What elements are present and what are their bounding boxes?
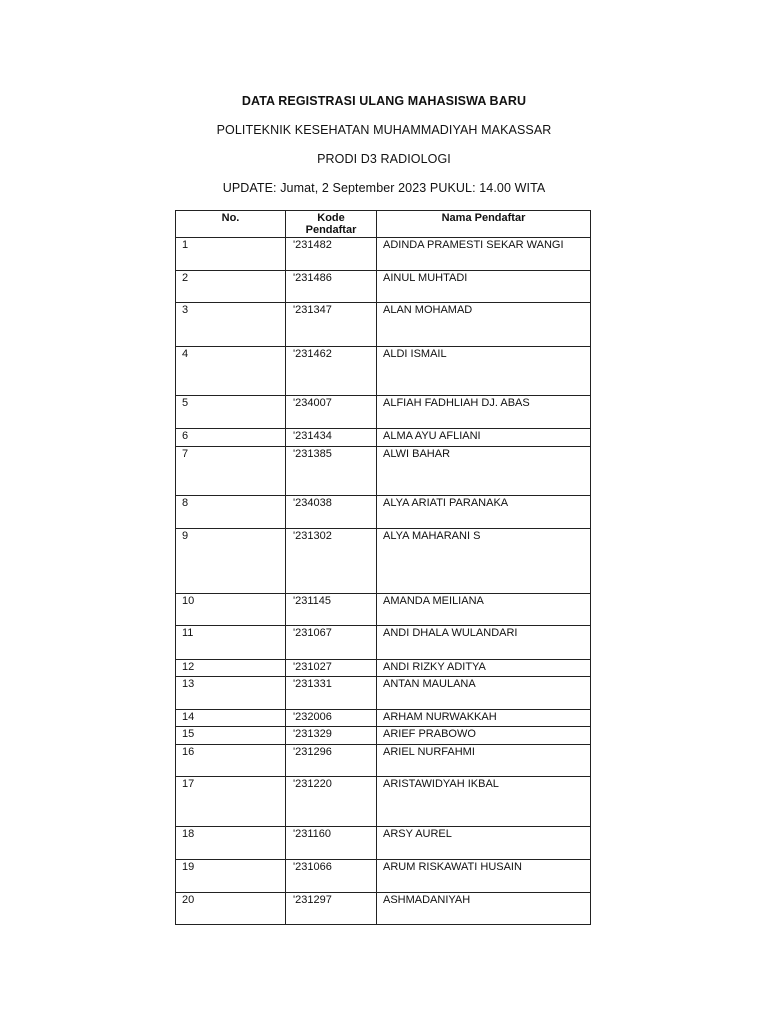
column-header-no: No. — [176, 211, 286, 238]
table-row — [176, 660, 591, 677]
row-number: 11 — [176, 626, 286, 660]
table-row — [176, 594, 591, 626]
registration-code: '231385 — [286, 447, 377, 496]
registrant-name: ASHMADANIYAH — [377, 893, 591, 925]
registration-table — [175, 210, 591, 925]
registration-code: '231027 — [286, 660, 377, 677]
registration-code: '231296 — [286, 745, 377, 777]
table-row — [176, 447, 591, 496]
table-row — [176, 710, 591, 727]
table-row — [176, 529, 591, 594]
registration-code: '231066 — [286, 860, 377, 893]
row-number: 18 — [176, 827, 286, 860]
table-row — [176, 677, 591, 710]
registration-code: '231462 — [286, 347, 377, 396]
registrant-name: ANDI RIZKY ADITYA — [377, 660, 591, 677]
registration-code: '231482 — [286, 238, 377, 271]
registration-code: '231302 — [286, 529, 377, 594]
registration-code: '231067 — [286, 626, 377, 660]
row-number: 14 — [176, 710, 286, 727]
registration-code: '231347 — [286, 303, 377, 347]
table-row — [176, 777, 591, 827]
row-number: 12 — [176, 660, 286, 677]
row-number: 9 — [176, 529, 286, 594]
registrant-name: ARUM RISKAWATI HUSAIN — [377, 860, 591, 893]
registrant-name: ARISTAWIDYAH IKBAL — [377, 777, 591, 827]
registration-code: '231220 — [286, 777, 377, 827]
table-row — [176, 626, 591, 660]
table-row — [176, 727, 591, 745]
registration-code: '231486 — [286, 271, 377, 303]
registrant-name: ADINDA PRAMESTI SEKAR WANGI — [377, 238, 591, 271]
table-row — [176, 860, 591, 893]
registrant-name: ARIEF PRABOWO — [377, 727, 591, 745]
row-number: 1 — [176, 238, 286, 271]
table-row — [176, 238, 591, 271]
table-header-row — [176, 211, 591, 238]
row-number: 20 — [176, 893, 286, 925]
column-header-nama: Nama Pendaftar — [377, 211, 591, 238]
row-number: 13 — [176, 677, 286, 710]
document-title: DATA REGISTRASI ULANG MAHASISWA BARU — [241, 94, 527, 108]
table-row — [176, 303, 591, 347]
row-number: 10 — [176, 594, 286, 626]
table-row — [176, 429, 591, 447]
row-number: 3 — [176, 303, 286, 347]
institution-name: POLITEKNIK KESEHATAN MUHAMMADIYAH MAKASSAR — [216, 123, 552, 137]
registrant-name: ARHAM NURWAKKAH — [377, 710, 591, 727]
registration-code: '231331 — [286, 677, 377, 710]
registration-code: '232006 — [286, 710, 377, 727]
registrant-name: ALWI BAHAR — [377, 447, 591, 496]
registrant-name: ALAN MOHAMAD — [377, 303, 591, 347]
registrant-name: ARIEL NURFAHMI — [377, 745, 591, 777]
table-row — [176, 745, 591, 777]
registration-code: '231160 — [286, 827, 377, 860]
table-row — [176, 496, 591, 529]
registration-code: '234007 — [286, 396, 377, 429]
registration-code: '231145 — [286, 594, 377, 626]
registrant-name: ALFIAH FADHLIAH DJ. ABAS — [377, 396, 591, 429]
registration-code: '231297 — [286, 893, 377, 925]
row-number: 5 — [176, 396, 286, 429]
registration-code: '231434 — [286, 429, 377, 447]
program-name: PRODI D3 RADIOLOGI — [317, 152, 451, 166]
table-row — [176, 347, 591, 396]
registrant-name: AMANDA MEILIANA — [377, 594, 591, 626]
row-number: 16 — [176, 745, 286, 777]
table-row — [176, 827, 591, 860]
row-number: 4 — [176, 347, 286, 396]
table-row — [176, 271, 591, 303]
table-row — [176, 893, 591, 925]
table-body — [176, 238, 591, 925]
registrant-name: ALYA ARIATI PARANAKA — [377, 496, 591, 529]
row-number: 19 — [176, 860, 286, 893]
registration-code: '231329 — [286, 727, 377, 745]
row-number: 2 — [176, 271, 286, 303]
row-number: 7 — [176, 447, 286, 496]
row-number: 15 — [176, 727, 286, 745]
column-header-kode: Kode Pendaftar — [286, 211, 377, 238]
table-row — [176, 396, 591, 429]
registrant-name: ANTAN MAULANA — [377, 677, 591, 710]
row-number: 17 — [176, 777, 286, 827]
row-number: 6 — [176, 429, 286, 447]
registrant-name: ALYA MAHARANI S — [377, 529, 591, 594]
registrant-name: AINUL MUHTADI — [377, 271, 591, 303]
row-number: 8 — [176, 496, 286, 529]
registrant-name: ALMA AYU AFLIANI — [377, 429, 591, 447]
registrant-name: ALDI ISMAIL — [377, 347, 591, 396]
registrant-name: ARSY AUREL — [377, 827, 591, 860]
registration-code: '234038 — [286, 496, 377, 529]
update-timestamp: UPDATE: Jumat, 2 September 2023 PUKUL: 14.00 WITA — [222, 181, 546, 195]
registrant-name: ANDI DHALA WULANDARI — [377, 626, 591, 660]
